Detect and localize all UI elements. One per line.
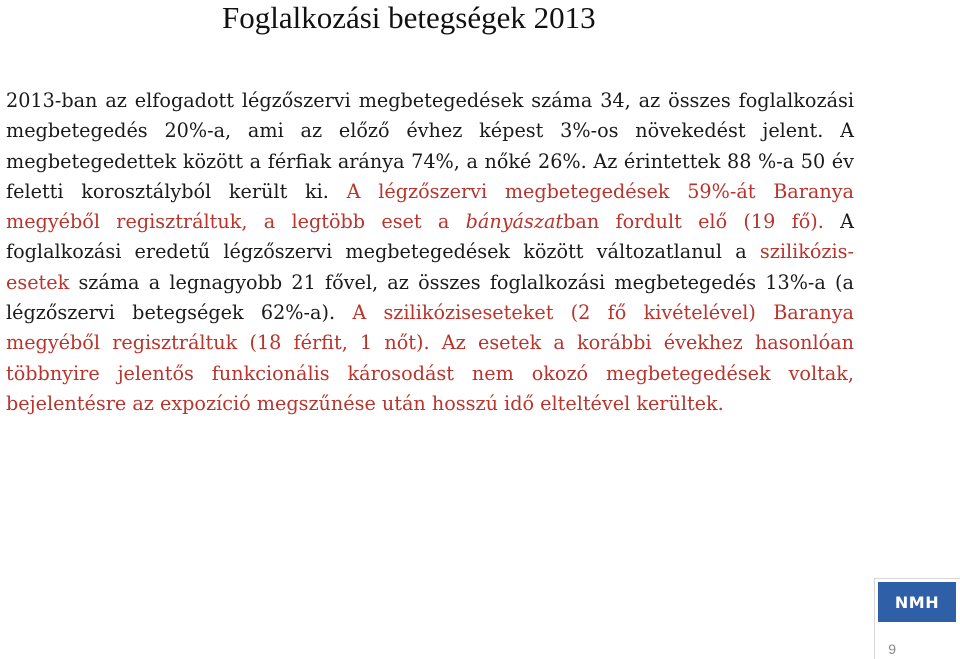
paragraph-segment-highlight: A szilikóziseseteket (2 fő kivételével) Baranya megyéből regisztráltuk (18 férfit, 1 nőt). Az esetek a korábbi évekhez hasonlóan többnyire jelentős funkcionális károsodást nem okozó megbetegedések voltak, bejelentésre az expozíció megszűnése után hosszú idő elteltével kerültek. [6, 301, 854, 415]
paragraph-segment: A foglalkozási eredetű légzőszervi megbetegedések között változatlanul a [6, 210, 854, 264]
body-paragraph [6, 86, 854, 419]
nmh-logo-icon [878, 582, 956, 622]
paragraph-segment-highlight: szilikózis-esetek [6, 240, 854, 294]
paragraph-segment-highlight: A légzőszervi megbetegedések 59%-át Baranya megyéből regisztráltuk, a legtöbb eset a [6, 179, 854, 234]
paragraph-segment: száma a legnagyobb 21 fővel, az összes foglalkozási megbetegedés 13%-a (a légzőszervi betegségek 62%-a). [6, 270, 854, 325]
page-number: 9 [888, 641, 896, 657]
paragraph-segment-highlight-italic: bányászat [465, 210, 564, 234]
slide-title: Foglalkozási betegségek 2013 [222, 0, 596, 35]
paragraph-segment: 2013-ban az elfogadott légzőszervi megbetegedések száma 34, az összes foglalkozási megbetegedés 20%-a, ami az előző évhez képest 3%-os növekedést jelent. A megbetegedettek között a férfiak aránya 74%, a nőké 26%. Az érintettek 88 %-a 50 év feletti korosztályból került ki. [6, 89, 854, 203]
logo-text: NMH [894, 592, 940, 612]
paragraph-segment-highlight: ban fordult elő (19 fő). [563, 210, 824, 234]
